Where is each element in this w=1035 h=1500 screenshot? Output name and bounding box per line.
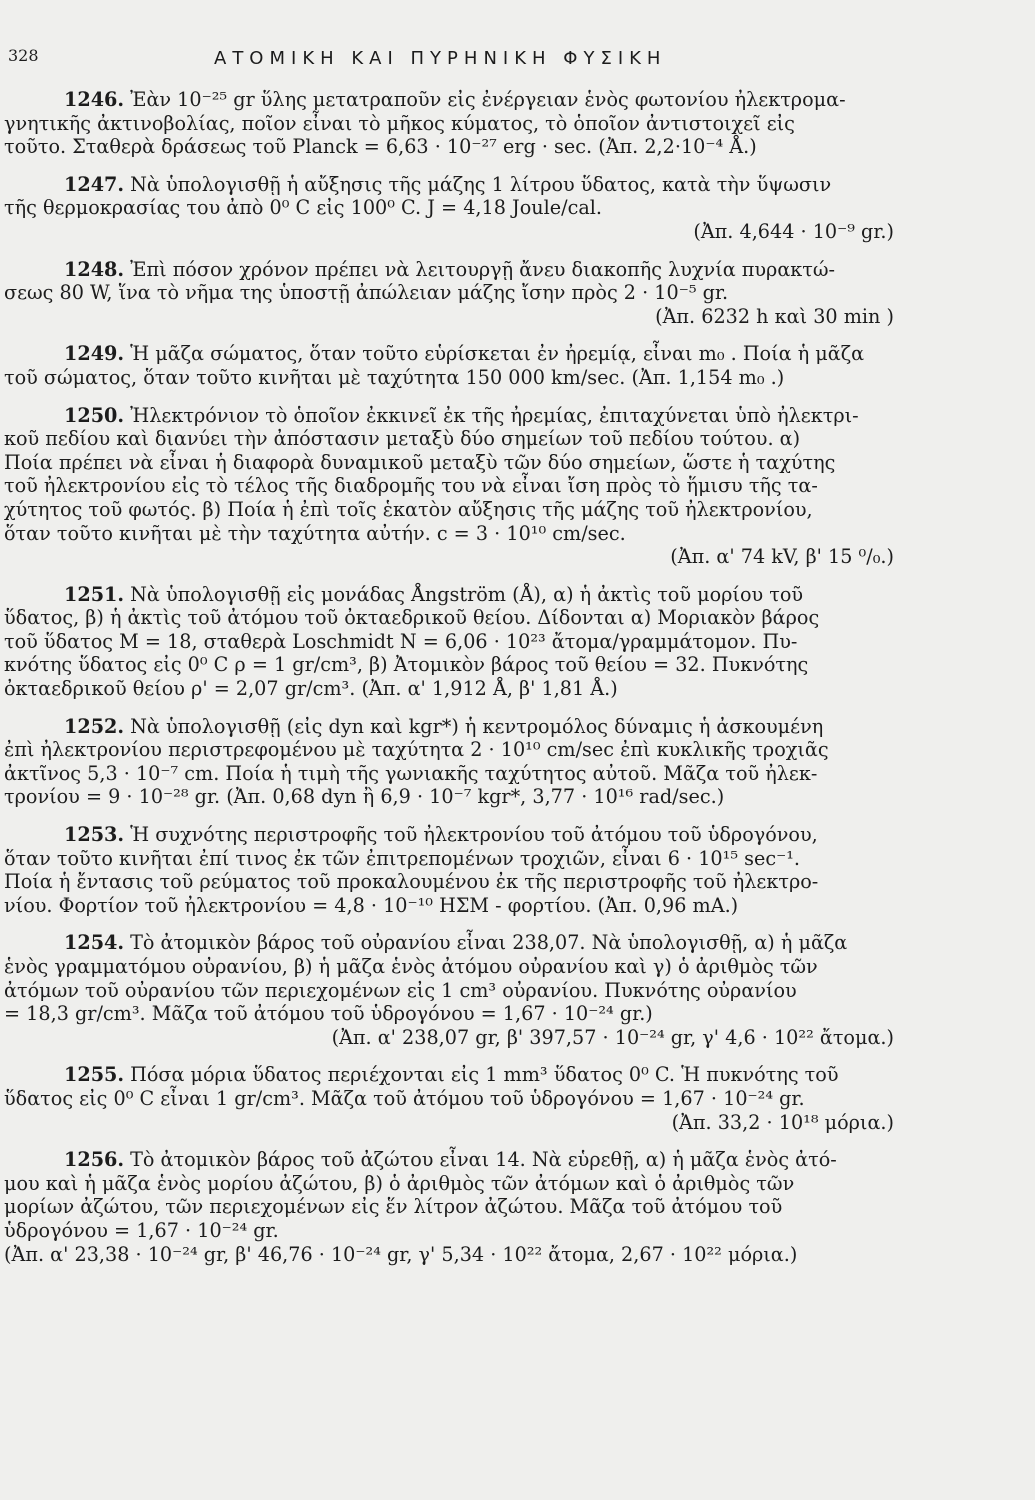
- problem-number: 1253.: [64, 823, 125, 847]
- problem-text: τοῦτο. Σταθερὰ δράσεως τοῦ Planck = 6,63 · 10⁻²⁷ erg · sec. (Ἀπ. 2,2·10⁻⁴ Å.): [4, 135, 757, 159]
- problem-line: [4, 653, 894, 677]
- problem-answer: (Ἀπ. 6232 h καὶ 30 min ): [655, 304, 894, 328]
- problem-line: [4, 427, 894, 451]
- problem-line: [4, 677, 894, 701]
- problem-spacer: [4, 701, 894, 715]
- problem-number: 1247.: [64, 172, 125, 196]
- problem-text: Ἠλεκτρόνιον τὸ ὁποῖον ἐκκινεῖ ἐκ τῆς ἠρεμίας, ἐπιταχύνεται ὑπὸ ἠλεκτρι-: [130, 403, 859, 427]
- problem-text: κοῦ πεδίου καὶ διανύει τὴν ἀπόστασιν μεταξὺ δύο σημείων τοῦ πεδίου τούτου. α): [4, 427, 801, 451]
- problem-spacer: [4, 328, 894, 342]
- problem-1246: [4, 88, 894, 159]
- problem-1248: [4, 258, 894, 329]
- problem-text: Ἐὰν 10⁻²⁵ gr ὕλης μετατραποῦν εἰς ἐνέργειαν ἑνὸς φωτονίου ἠλεκτρομα-: [130, 88, 846, 111]
- problem-text: Ποία ἡ ἔντασις τοῦ ρεύματος τοῦ προκαλουμένου ἐκ τῆς περιστροφῆς τοῦ ἠλεκτρο-: [4, 870, 819, 894]
- problem-line: [4, 715, 894, 739]
- problem-text: σεως 80 W, ἵνα τὸ νῆμα της ὑποστῇ ἀπώλειαν μάζης ἴσην πρὸς 2 · 10⁻⁵ gr.: [4, 281, 729, 305]
- problem-text: ἀκτῖνος 5,3 · 10⁻⁷ cm. Ποία ἡ τιμὴ τῆς γωνιακῆς ταχύτητος αὐτοῦ. Μᾶζα τοῦ ἠλεκ-: [4, 761, 818, 785]
- problem-line: [4, 112, 894, 136]
- problem-1247: [4, 173, 894, 244]
- problem-text: ὕδατος εἰς 0⁰ C εἶναι 1 gr/cm³. Μᾶζα τοῦ ἀτόμου τοῦ ὑδρογόνου = 1,67 · 10⁻²⁴ gr.: [4, 1086, 805, 1110]
- problem-line: [4, 785, 894, 809]
- page-number: 328: [8, 46, 39, 65]
- problem-1252: [4, 715, 894, 809]
- problem-text: Ἡ συχνότης περιστροφῆς τοῦ ἠλεκτρονίου τοῦ ἀτόμου τοῦ ὑδρογόνου,: [130, 823, 818, 847]
- problem-spacer: [4, 244, 894, 258]
- problem-1253: [4, 823, 894, 917]
- problem-line: [4, 1087, 894, 1111]
- problem-number: 1252.: [64, 714, 125, 738]
- problem-text: χύτητος τοῦ φωτός. β) Ποία ἡ ἐπὶ τοῖς ἑκατὸν αὔξησις τῆς μάζης τοῦ ἠλεκτρονίου,: [4, 497, 813, 521]
- problem-text: μου καὶ ἡ μᾶζα ἑνὸς μορίου ἀζώτου, β) ὁ ἀριθμὸς τῶν ἀτόμων καὶ ὁ ἀριθμὸς τῶν: [4, 1171, 795, 1195]
- problem-1250: [4, 404, 894, 569]
- problem-text: νίου. Φορτίον τοῦ ἠλεκτρονίου = 4,8 · 10⁻¹⁰ ΗΣΜ - φορτίου. (Ἀπ. 0,96 mA.): [4, 893, 739, 917]
- problem-text: Πόσα μόρια ὕδατος περιέχονται εἰς 1 mm³ ὕδατος 0⁰ C. Ἡ πυκνότης τοῦ: [130, 1063, 839, 1087]
- problem-line: [4, 583, 894, 607]
- problem-text: Τὸ ἀτομικὸν βάρος τοῦ ἀζώτου εἶναι 14. Νὰ εὑρεθῇ, α) ἡ μᾶζα ἑνὸς ἀτό-: [130, 1148, 837, 1172]
- problem-spacer: [4, 1134, 894, 1148]
- problem-line: [4, 135, 894, 159]
- problem-text: τοῦ ὕδατος M = 18, σταθερὰ Loschmidt N = 6,06 · 10²³ ἄτομα/γραμμάτομον. Πυ-: [4, 629, 798, 653]
- problem-line: [4, 88, 894, 112]
- problem-text: ὕδατος, β) ἡ ἀκτὶς τοῦ ἀτόμου τοῦ ὀκταεδρικοῦ θείου. Δίδονται α) Μοριακὸν βάρος: [4, 606, 820, 630]
- problem-line: [4, 606, 894, 630]
- problem-text: ὅταν τοῦτο κινῆται μὲ τὴν ταχύτητα αὐτήν. c = 3 · 10¹⁰ cm/sec.: [4, 521, 626, 545]
- problem-number: 1246.: [64, 88, 125, 111]
- problem-text: Νὰ ὑπολογισθῇ ἡ αὔξησις τῆς μάζης 1 λίτρου ὕδατος, κατὰ τὴν ὕψωσιν: [130, 172, 832, 196]
- problem-answer: (Ἀπ. 33,2 · 10¹⁸ μόρια.): [671, 1110, 894, 1134]
- problem-line: [4, 955, 894, 979]
- problem-text: Ἐπὶ πόσον χρόνον πρέπει νὰ λειτουργῇ ἄνευ διακοπῆς λυχνία πυρακτώ-: [130, 257, 836, 281]
- problem-line: [4, 847, 894, 871]
- problem-1256: [4, 1148, 894, 1266]
- problem-spacer: [4, 917, 894, 931]
- problem-line: [4, 762, 894, 786]
- problem-1249: [4, 342, 894, 389]
- page-header: [0, 44, 1035, 74]
- problem-text: τῆς θερμοκρασίας του ἀπὸ 0⁰ C εἰς 100⁰ C. J = 4,18 Joule/cal.: [4, 196, 603, 220]
- problem-text: (Ἀπ. α' 23,38 · 10⁻²⁴ gr, β' 46,76 · 10⁻²⁴ gr, γ' 5,34 · 10²² ἄτομα, 2,67 · 10²² μόρια.): [4, 1242, 798, 1266]
- problem-text: Ἡ μᾶζα σώματος, ὅταν τοῦτο εὑρίσκεται ἐν ἠρεμίᾳ, εἶναι m₀ . Ποία ἡ μᾶζα: [130, 342, 865, 366]
- problem-text: τοῦ σώματος, ὅταν τοῦτο κινῆται μὲ ταχύτητα 150 000 km/sec. (Ἀπ. 1,154 m₀ .): [4, 365, 785, 389]
- problem-spacer: [4, 809, 894, 823]
- problem-line: [4, 474, 894, 498]
- problem-text: τρονίου = 9 · 10⁻²⁸ gr. (Ἀπ. 0,68 dyn ἢ 6,9 · 10⁻⁷ kgr*, 3,77 · 10¹⁶ rad/sec.): [4, 785, 725, 809]
- problem-1255: [4, 1063, 894, 1134]
- problem-line: [4, 451, 894, 475]
- problem-text: ἐπὶ ἠλεκτρονίου περιστρεφομένου μὲ ταχύτητα 2 · 10¹⁰ cm/sec ἐπὶ κυκλικῆς τροχιᾶς: [4, 738, 829, 762]
- problem-number: 1251.: [64, 582, 125, 606]
- problem-number: 1250.: [64, 403, 125, 427]
- problem-text: Ποία πρέπει νὰ εἶναι ἡ διαφορὰ δυναμικοῦ μεταξὺ τῶν δύο σημείων, ὥστε ἡ ταχύτης: [4, 450, 836, 474]
- problem-number: 1254.: [64, 931, 125, 955]
- problem-text: γνητικῆς ἀκτινοβολίας, ποῖον εἶναι τὸ μῆκος κύματος, τὸ ὁποῖον ἀντιστοιχεῖ εἰς: [4, 111, 795, 135]
- problem-line: [4, 1002, 894, 1026]
- problem-1251: [4, 583, 894, 701]
- running-title: ΑΤΟΜΙΚΗ ΚΑΙ ΠΥΡΗΝΙΚΗ ΦΥΣΙΚΗ: [214, 48, 667, 69]
- problems-list: [4, 88, 894, 1266]
- problem-text: = 18,3 gr/cm³. Μᾶζα τοῦ ἀτόμου τοῦ ὑδρογόνου = 1,67 · 10⁻²⁴ gr.): [4, 1002, 653, 1026]
- problem-line: [4, 894, 894, 918]
- problem-line: [4, 1063, 894, 1087]
- problem-text: Νὰ ὑπολογισθῇ εἰς μονάδας Ångström (Å), α) ἡ ἀκτὶς τοῦ μορίου τοῦ: [130, 582, 804, 606]
- problem-number: 1249.: [64, 342, 125, 366]
- problem-line: [4, 498, 894, 522]
- problem-spacer: [4, 390, 894, 404]
- problem-spacer: [4, 159, 894, 173]
- problem-text: κνότης ὕδατος εἰς 0⁰ C ρ = 1 gr/cm³, β) Ἀτομικὸν βάρος τοῦ θείου = 32. Πυκνότης: [4, 653, 809, 677]
- problem-line: [4, 738, 894, 762]
- problem-answer: (Ἀπ. α' 238,07 gr, β' 397,57 · 10⁻²⁴ gr, γ' 4,6 · 10²² ἄτομα.): [331, 1025, 894, 1049]
- problem-text: τοῦ ἠλεκτρονίου εἰς τὸ τέλος τῆς διαδρομῆς του νὰ εἶναι ἴση πρὸς τὸ ἥμισυ τῆς τα-: [4, 474, 818, 498]
- problem-line: [4, 258, 894, 282]
- problem-line: [4, 366, 894, 390]
- problem-line: [4, 823, 894, 847]
- problem-spacer: [4, 1049, 894, 1063]
- problem-text: ἑνὸς γραμματόμου οὐρανίου, β) ἡ μᾶζα ἑνὸς ἀτόμου οὐρανίου καὶ γ) ὁ ἀριθμὸς τῶν: [4, 955, 818, 978]
- problem-line: [4, 196, 894, 220]
- problem-line: [4, 870, 894, 894]
- problem-line: [4, 404, 894, 428]
- problem-line: [4, 1172, 894, 1196]
- problem-1254: [4, 931, 894, 1049]
- problem-number: 1248.: [64, 257, 125, 281]
- problem-text: ἀτόμων τοῦ οὐρανίου τῶν περιεχομένων εἰς 1 cm³ οὐρανίου. Πυκνότης οὐρανίου: [4, 978, 797, 1002]
- problem-spacer: [4, 569, 894, 583]
- problem-line: [4, 1219, 894, 1243]
- problem-text: ὅταν τοῦτο κινῆται ἐπί τινος ἐκ τῶν ἐπιτρεπομένων τροχιῶν, εἶναι 6 · 10¹⁵ sec⁻¹.: [4, 846, 800, 870]
- problem-line: [4, 979, 894, 1003]
- problem-line: [4, 1195, 894, 1219]
- problem-line: [4, 630, 894, 654]
- problem-text: Νὰ ὑπολογισθῇ (εἰς dyn καὶ kgr*) ἡ κεντρομόλος δύναμις ἡ ἀσκουμένη: [130, 714, 824, 738]
- problem-line: [4, 173, 894, 197]
- problem-line: [4, 931, 894, 955]
- problem-number: 1256.: [64, 1148, 125, 1172]
- problem-text: ὑδρογόνου = 1,67 · 10⁻²⁴ gr.: [4, 1218, 279, 1242]
- problem-line: [4, 281, 894, 305]
- problem-line: [4, 522, 894, 546]
- problem-line: [4, 342, 894, 366]
- problem-line: [4, 1243, 894, 1267]
- problem-answer: (Ἀπ. 4,644 · 10⁻⁹ gr.): [693, 219, 894, 243]
- problem-number: 1255.: [64, 1063, 125, 1087]
- problem-text: μορίων ἀζώτου, τῶν περιεχομένων εἰς ἕν λίτρον ἀζώτου. Μᾶζα τοῦ ἀτόμου τοῦ: [4, 1195, 783, 1219]
- problem-answer: (Ἀπ. α' 74 kV, β' 15 ⁰/₀.): [670, 545, 894, 569]
- problem-line: [4, 1148, 894, 1172]
- problem-text: Τὸ ἀτομικὸν βάρος τοῦ οὐρανίου εἶναι 238,07. Νὰ ὑπολογισθῇ, α) ἡ μᾶζα: [130, 931, 848, 955]
- problem-text: ὀκταεδρικοῦ θείου ρ' = 2,07 gr/cm³. (Ἀπ. α' 1,912 Å, β' 1,81 Å.): [4, 677, 618, 701]
